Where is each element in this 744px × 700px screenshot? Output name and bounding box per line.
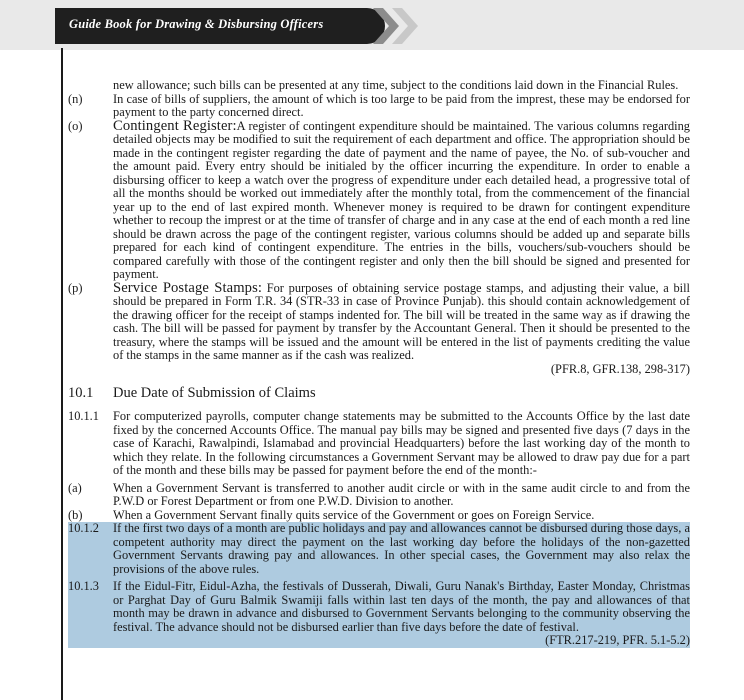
clause-10-1-2-selected[interactable] <box>68 522 690 576</box>
paragraph-o <box>68 117 690 282</box>
clause-label: (a) <box>68 480 82 495</box>
paragraph-n <box>68 93 690 120</box>
clause-text: When a Government Servant finally quits service of the Government or goes on Foreign Service. <box>113 507 595 522</box>
paragraph-label: (o) <box>68 118 83 133</box>
paragraph-p <box>68 279 690 377</box>
paragraph-intro <box>68 79 690 93</box>
paragraph-text: A register of contingent expenditure should be maintained. The various columns regarding detailed objects may be modified to suit the requirement of each department and office. The appropriation should be made in the contingent register regarding the date of payment and the name of payee, the No. of sub-voucher and the amount paid. Every entry should be initialed by the officer incurring the expenditure. In order to enable a disbursing officer to keep a watch over the progress of expenditure under each detailed head, a progressive total of all the months should be worked out immediately after the monthly total, from the commencement of the financial year up to the end of last expired month. Whenever money is required to be drawn for contingent expenditure whether to recoup the imprest or at the time of transfer of charge and in any case at the end of each month a red line should be drawn across the page of the contingent register, various columns should be added up and separate bills prepared for each kind of contingent expenditure. The entries in the bills, vouchers/sub-vouchers should be compared carefully with those of the contingent register and only then the bill should be signed and presented for payment. <box>113 118 690 281</box>
clause-text: When a Government Servant is transferred to another audit circle or with in the same audit circle to and from the P.W.D or Forest Department or from one P.W.D. Division to another. <box>113 480 690 508</box>
clause-10-1-1 <box>68 410 690 478</box>
sub-clause-a <box>68 482 690 509</box>
header-title-bar <box>55 8 385 44</box>
clause-body <box>113 580 690 648</box>
document-body <box>68 79 690 648</box>
header-title: Guide Book for Drawing & Disbursing Officers <box>69 17 324 31</box>
paragraph-lead: Service Postage Stamps: <box>113 279 262 296</box>
paragraph-label: (n) <box>68 91 83 106</box>
clause-label: 10.1.2 <box>68 521 99 535</box>
paragraph-text: In case of bills of suppliers, the amount of which is too large to be paid from the imprest, these may be endorsed for payment to the party concerned direct. <box>113 91 690 119</box>
section-title: Due Date of Submission of Claims <box>113 385 316 401</box>
clause-label: 10.1.1 <box>68 409 99 423</box>
clause-label: 10.1.3 <box>68 579 99 593</box>
clause-text: For computerized payrolls, computer change statements may be submitted to the Accounts Office by the last date fixed by the concerned Accounts Office. The manual pay bills may be signed and presented five days (7 days in the case of Karachi, Rawalpindi, Islamabad and provincial Headquarters) before the last working day of the month to which they relate. In the following circumstances a Government Servant may be allowed to draw pay due for a part of the month and these bills may be passed for payment before the end of the month:- <box>113 409 690 477</box>
paragraph-label: (p) <box>68 280 83 295</box>
clause-10-1-3-selected[interactable] <box>68 580 690 648</box>
chevron-right-icon <box>392 8 418 44</box>
paragraph-text: For purposes of obtaining service postage stamps, and adjusting their value, a bill should be prepared in Form T.R. 34 (STR-33 in case of Province Punjab). this should contain acknowledgement of the drawing officer for the receipt of stamps indented for. The bill will be treated in the same way as if drawing the cash. The bill will be passed for payment by transfer by the Accountant General. Then it should be presented to the treasury, where the stamps will be issued and the amount will be entered in the list of payments crediting the value of the stamps in the same manner as if the cash was realized. <box>113 280 690 362</box>
paragraph-body <box>113 117 690 282</box>
paragraph-body <box>113 279 690 377</box>
clause-text: If the first two days of a month are public holidays and pay and allowances cannot be disbursed during those days, a competent authority may direct the payment on the last working day before the holidays of the non-gazetted Government Servants drawing pay and allowances. In other special cases, the Government may also relax the provisions of the above rules. <box>113 521 690 576</box>
paragraph-text: new allowance; such bills can be presented at any time, subject to the conditions laid down in the Financial Rules. <box>113 78 679 92</box>
page-header <box>0 0 744 50</box>
clause-label: (b) <box>68 507 83 522</box>
section-heading <box>68 385 690 402</box>
clause-text: If the Eidul-Fitr, Eidul-Azha, the festivals of Dusserah, Diwali, Guru Nanak's Birthday, Easter Monday, Christmas or Parghat Day of Guru Balmik Swamiji falls within last ten days of the month, the pay and allowances of that month may be drawn in advance and disbursed to Government Servants belonging to the community observing the festival. The advance should not be disbursed earlier than five days before the date of festival. <box>113 579 690 634</box>
citation: (FTR.217-219, PFR. 5.1-5.2) <box>545 633 690 647</box>
citation: (PFR.8, GFR.138, 298-317) <box>550 361 690 376</box>
margin-rule <box>61 48 63 700</box>
sub-clause-b <box>68 509 690 523</box>
section-number: 10.1 <box>68 385 94 401</box>
paragraph-lead: Contingent Register: <box>113 117 237 134</box>
